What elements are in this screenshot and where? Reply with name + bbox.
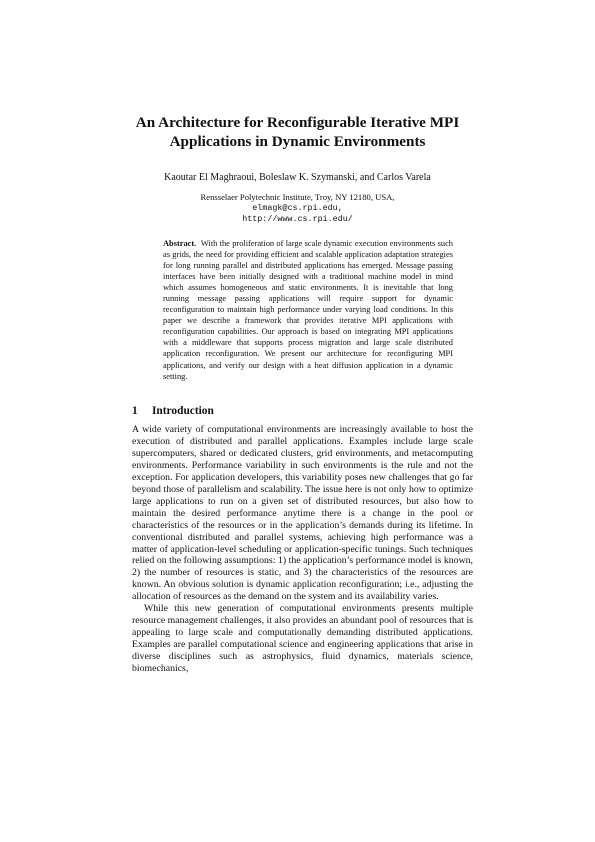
author-list: Kaoutar El Maghraoui, Boleslaw K. Szymanski, and Carlos Varela bbox=[164, 172, 431, 183]
abstract-label: Abstract. bbox=[163, 239, 197, 248]
section-heading bbox=[132, 404, 472, 418]
section-number: 1 bbox=[132, 405, 138, 417]
paragraph-1: A wide variety of computational environments are increasingly available to host the execution of distributed and parallel applications. Examples include large scale supercomputers, shared or dedicated clusters, grid environments, and metacomputing environments. Performance variability in such environments is the rule and not the exception. For application developers, this variability poses new challenges that go far beyond those of parallelism and scalability. The issue here is not only how to optimize large applications to run on a given set of distributed resources, but also how to maintain the desired performance anytime there is a change in the pool or characteristics of the resources or in the application’s demands during its lifetime. In conventional distributed and parallel systems, achieving high performance was a matter of application-level scheduling or application-specific tunings. Such techniques relied on the following assumptions: 1) the application’s performance model is known, 2) the number of resources is static, and 3) the characteristics of the resources are known. An obvious solution is dynamic application reconfiguration; i.e., adjusting the allocation of resources as the demand on the system and its availability varies. bbox=[132, 424, 473, 603]
title-line-2: Applications in Dynamic Environments bbox=[169, 133, 426, 150]
affiliation: Rensselaer Polytechnic Institute, Troy, NY 12180, USA, bbox=[200, 192, 395, 202]
paragraph-2: While this new generation of computational environments presents multiple resource management challenges, it also provides an abundant pool of resources that is appealing to large scale and computationally demanding distributed applications. Examples are parallel computational science and engineering applications that arise in diverse disciplines such as astrophysics, fluid dynamics, materials science, biomechanics, bbox=[132, 603, 473, 675]
section-body bbox=[132, 424, 473, 675]
author-url: http://www.cs.rpi.edu/ bbox=[242, 214, 353, 224]
abstract bbox=[163, 238, 453, 382]
abstract-text: With the proliferation of large scale dynamic execution environments such as grids, the need for providing efficient and scalable application adaptation strategies for long running parallel and distributed applications has emerged. Message passing interfaces have been initially designed with a traditional machine model in mind which assumes homogeneous and static environments. It is inevitable that long running message passing applications will require support for dynamic reconfiguration to maintain high performance under varying load conditions. In this paper we describe a framework that provides iterative MPI applications with reconfiguration capabilities. Our approach is based on integrating MPI applications with a middleware that supports process migration and large scale distributed application reconfiguration. We present our architecture for reconfiguring MPI applications, and verify our design with a heat diffusion application in a dynamic setting. bbox=[163, 239, 453, 381]
affiliation-block bbox=[90, 192, 505, 225]
paper-title bbox=[100, 113, 495, 151]
author-email: elmagk@cs.rpi.edu, bbox=[252, 203, 343, 213]
title-line-1: An Architecture for Reconfigurable Iterative MPI bbox=[135, 114, 460, 131]
section-title: Introduction bbox=[152, 405, 214, 417]
